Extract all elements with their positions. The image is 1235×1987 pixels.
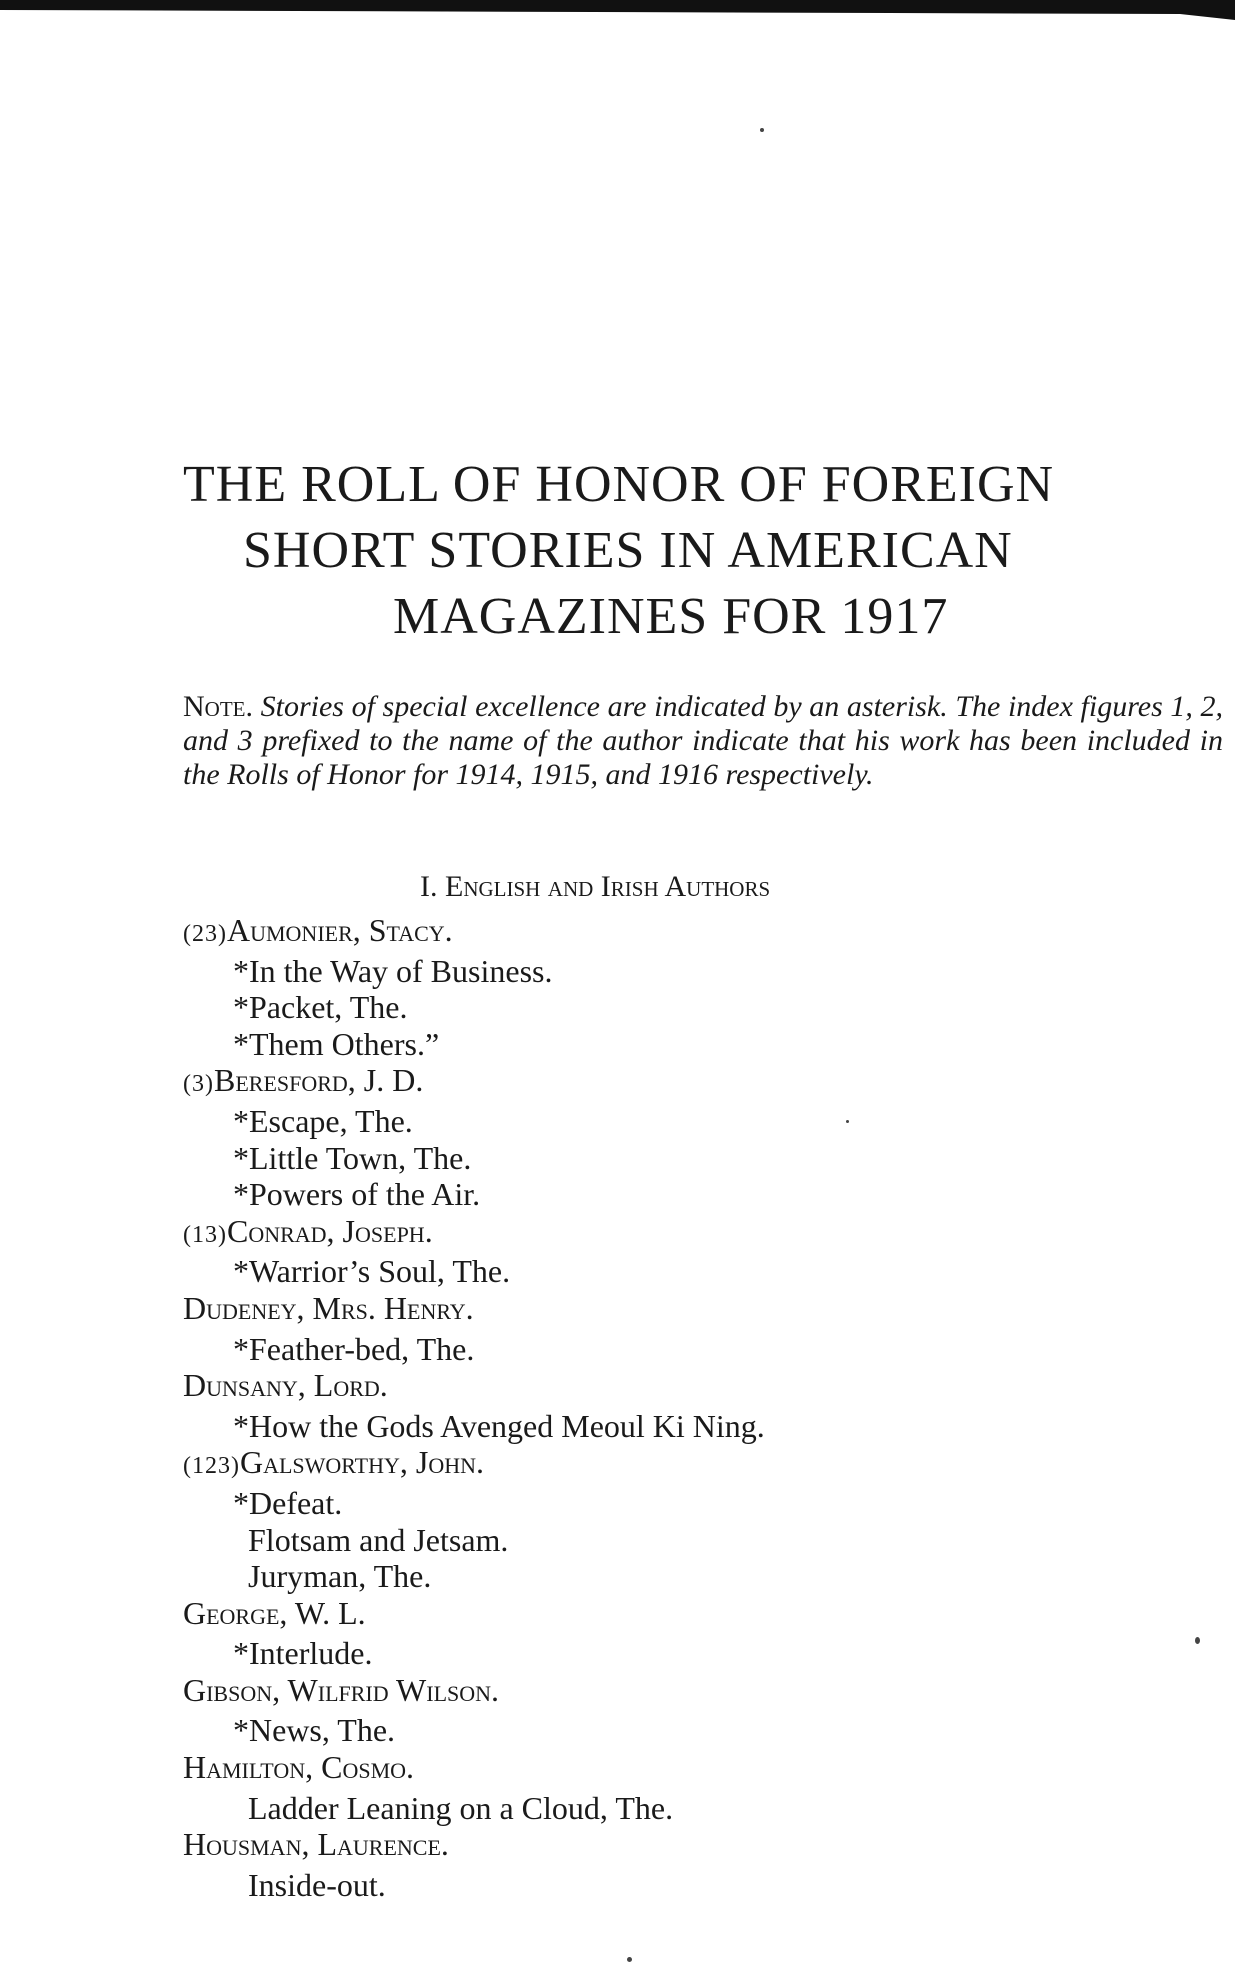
author-name: Gibson, Wilfrid Wilson. (183, 1671, 500, 1708)
section-heading: I. English and Irish Authors (420, 870, 771, 903)
author-index: (13) (183, 1221, 227, 1248)
story-title: *Defeat. (233, 1484, 343, 1521)
author-entry (183, 1826, 1183, 1867)
author-entry (183, 1749, 1183, 1790)
author-index: (23) (183, 921, 227, 947)
author-name: Galsworthy, John. (239, 1444, 484, 1481)
author-entry (183, 1367, 1183, 1408)
author-index: (3) (183, 1071, 214, 1098)
story-title: *Little Town, The. (233, 1139, 472, 1176)
story-title: *How the Gods Avenged Meoul Ki Ning. (233, 1407, 765, 1444)
story-title: *Escape, The. (233, 1102, 413, 1139)
author-entry (183, 1444, 1183, 1485)
author-entry (183, 912, 1183, 953)
author-name: George, W. L. (183, 1594, 366, 1631)
story-title: Inside-out. (248, 1866, 386, 1903)
author-entry (183, 1595, 1183, 1636)
author-name: Housman, Laurence. (183, 1826, 449, 1863)
note-text: Stories of special excellence are indicated by an asterisk. The index figures 1, 2, and 3 prefixed to the name of the author indicate that his work has been included in the Rolls of Honor for 1914, 1915, and 1916 respectively. (183, 690, 1223, 791)
author-entry (183, 1062, 1183, 1103)
story-title: *Warrior’s Soul, The. (233, 1253, 511, 1290)
story-title: *Packet, The. (233, 989, 408, 1026)
scan-speck (1195, 1637, 1200, 1644)
author-entry (183, 1672, 1183, 1713)
author-entry (183, 1213, 1183, 1254)
title-line-3: MAGAZINES FOR 1917 (393, 588, 949, 645)
story-title: *In the Way of Business. (233, 952, 553, 989)
scan-speck (846, 1120, 849, 1123)
author-name: Aumonier, Stacy. (226, 912, 453, 948)
author-name: Dudeney, Mrs. Henry. (183, 1289, 474, 1326)
story-title: *Interlude. (233, 1635, 373, 1672)
story-title: *Them Others.” (233, 1025, 440, 1062)
note-label: Note. (183, 690, 253, 723)
story-title: Juryman, The. (248, 1558, 432, 1595)
author-list (183, 912, 1183, 1903)
title-line-2: SHORT STORIES IN AMERICAN (243, 522, 1013, 579)
page-top-edge (0, 0, 1235, 20)
scan-speck (627, 1957, 632, 1962)
author-entry (183, 1290, 1183, 1331)
title-line-1: THE ROLL OF HONOR OF FOREIGN (183, 456, 1055, 513)
author-name: Hamilton, Cosmo. (183, 1749, 415, 1786)
scan-speck (760, 128, 764, 132)
author-index: (123) (183, 1453, 240, 1480)
story-title: Ladder Leaning on a Cloud, The. (248, 1789, 674, 1826)
author-name: Conrad, Joseph. (226, 1212, 433, 1249)
author-name: Beresford, J. D. (213, 1062, 424, 1099)
story-title: *Powers of the Air. (233, 1176, 481, 1213)
author-name: Dunsany, Lord. (183, 1367, 388, 1404)
page-title (183, 452, 1223, 650)
story-title: *News, The. (233, 1712, 396, 1749)
note-paragraph (183, 690, 1223, 792)
story-title: *Feather-bed, The. (233, 1330, 475, 1367)
story-title: Flotsam and Jetsam. (248, 1521, 509, 1558)
